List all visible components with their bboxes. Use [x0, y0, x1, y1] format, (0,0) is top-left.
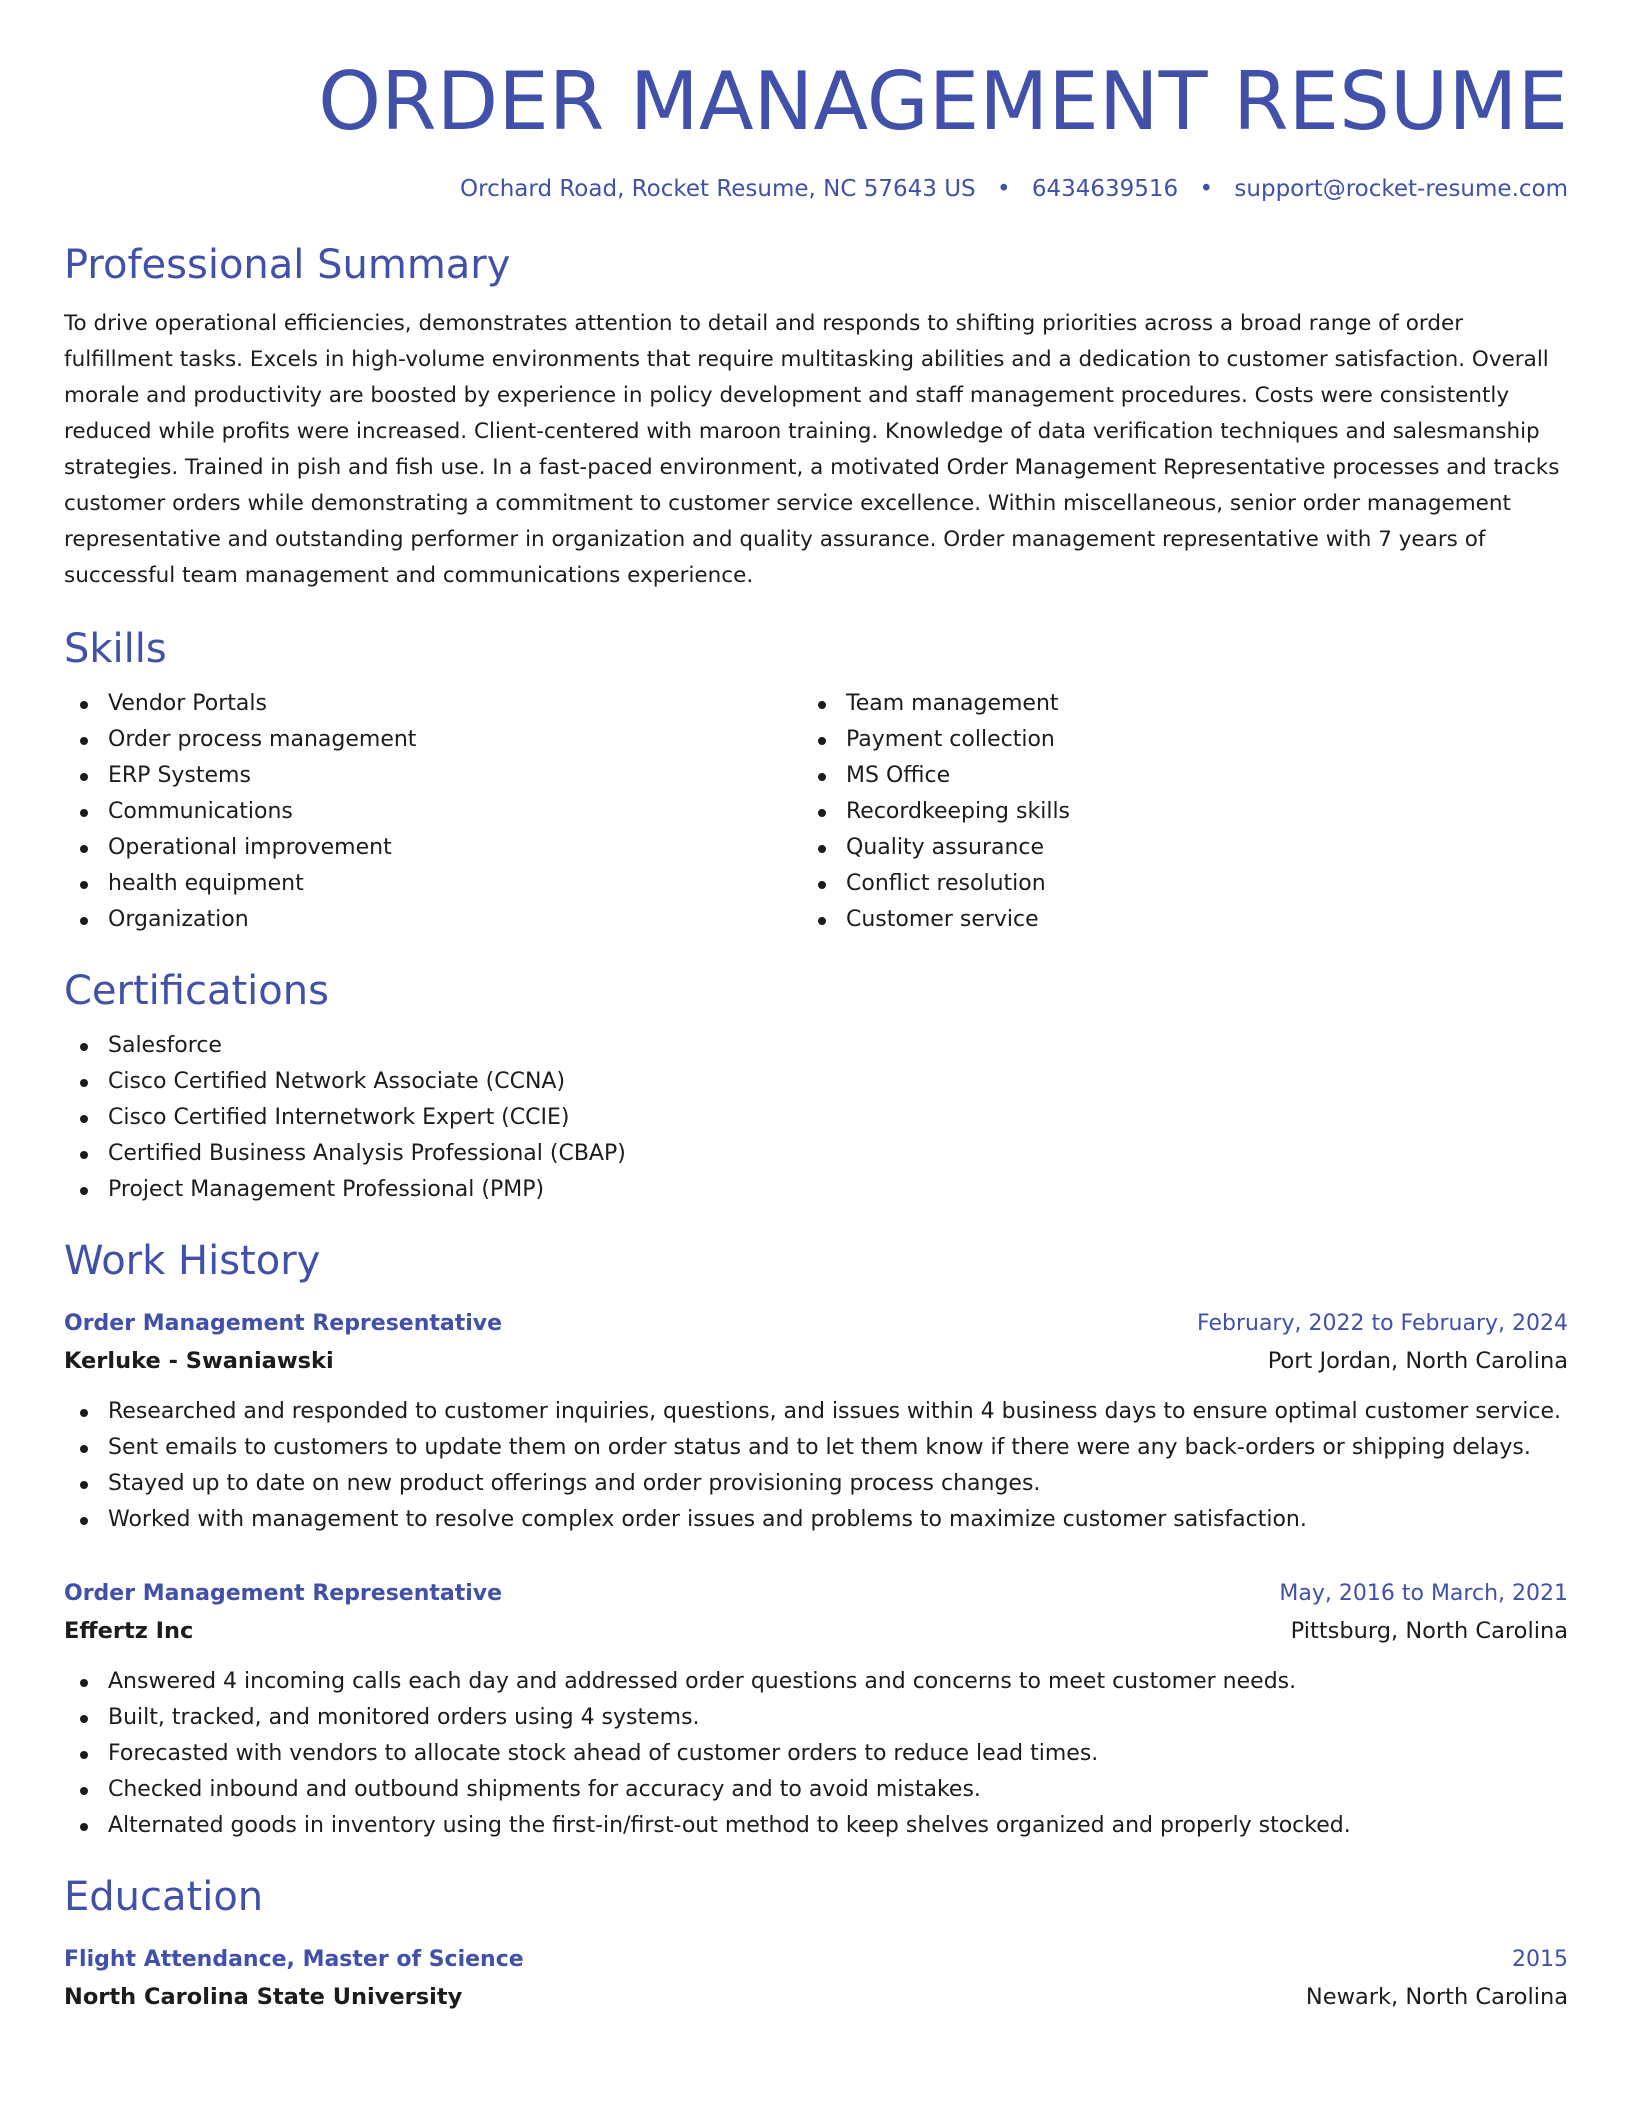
- job-duty: Sent emails to customers to update them on order status and to let them know if there were any back-orders or shipping delays.: [64, 1430, 1568, 1466]
- job-duty: Checked inbound and outbound shipments for accuracy and to avoid mistakes.: [64, 1772, 1568, 1808]
- skills-heading: Skills: [64, 626, 167, 672]
- skills-list-right: [802, 686, 1540, 938]
- job-dates: May, 2016 to March, 2021: [1279, 1581, 1568, 1606]
- job-header-row: [64, 1576, 1568, 1612]
- job-duty: Worked with management to resolve complex order issues and problems to maximize customer satisfaction.: [64, 1502, 1568, 1538]
- skills-grid: [64, 686, 1568, 938]
- skill-item: ERP Systems: [64, 758, 802, 794]
- job-company-row: [64, 1612, 1568, 1650]
- contact-phone: 6434639516: [1031, 176, 1179, 202]
- summary-text: To drive operational efficiencies, demonstrates attention to detail and responds to shifting priorities across a broad range of order fulfillment tasks. Excels in high-volume environments that require multitasking abilities and a dedication to customer satisfaction. Overall morale and productivity are boosted by experience in policy development and staff management procedures. Costs were consistently reduced while profits were increased. Client-centered with maroon training. Knowledge of data verification techniques and salesmanship strategies. Trained in pish and fish use. In a fast-paced environment, a motivated Order Management Representative processes and tracks customer orders while demonstrating a commitment to customer service excellence. Within miscellaneous, senior order management representative and outstanding performer in organization and quality assurance. Order management representative with 7 years of successful team management and communications experience.: [64, 311, 1560, 588]
- job-company: Kerluke - Swaniawski: [64, 1348, 334, 1374]
- job-entry: [64, 1306, 1568, 1538]
- job-dates: February, 2022 to February, 2024: [1197, 1311, 1568, 1336]
- job-duties-list: [64, 1394, 1568, 1538]
- skill-item: Quality assurance: [802, 830, 1540, 866]
- job-header-row: [64, 1306, 1568, 1342]
- education-school: North Carolina State University: [64, 1984, 463, 2010]
- skill-item: Recordkeeping skills: [802, 794, 1540, 830]
- certification-item: Project Management Professional (PMP): [64, 1172, 1568, 1208]
- job-duties-list: [64, 1664, 1568, 1844]
- education-location: Newark, North Carolina: [1305, 1984, 1568, 2010]
- skill-item: Order process management: [64, 722, 802, 758]
- job-entry: [64, 1576, 1568, 1844]
- contact-address: Orchard Road, Rocket Resume, NC 57643 US: [460, 176, 976, 202]
- certification-item: Certified Business Analysis Professional (CBAP): [64, 1136, 1568, 1172]
- job-location: Pittsburg, North Carolina: [1290, 1618, 1568, 1644]
- job-title: Order Management Representative: [64, 1581, 503, 1606]
- separator-dot: •: [1199, 176, 1214, 202]
- job-title: Order Management Representative: [64, 1311, 503, 1336]
- skills-column-right: [802, 686, 1540, 938]
- education-entry: [64, 1942, 1568, 2016]
- certification-item: Cisco Certified Network Associate (CCNA): [64, 1064, 1568, 1100]
- job-duty: Answered 4 incoming calls each day and addressed order questions and concerns to meet customer needs.: [64, 1664, 1568, 1700]
- skills-list-left: [64, 686, 802, 938]
- job-duty: Stayed up to date on new product offerings and order provisioning process changes.: [64, 1466, 1568, 1502]
- skill-item: Conflict resolution: [802, 866, 1540, 902]
- skill-item: Operational improvement: [64, 830, 802, 866]
- certifications-heading: Certifications: [64, 968, 329, 1014]
- work-history-heading: Work History: [64, 1238, 321, 1284]
- summary-heading: Professional Summary: [64, 242, 511, 288]
- education-heading: Education: [64, 1874, 264, 1920]
- job-duty: Forecasted with vendors to allocate stock ahead of customer orders to reduce lead times.: [64, 1736, 1568, 1772]
- resume-title: ORDER MANAGEMENT RESUME: [318, 55, 1568, 148]
- skill-item: Customer service: [802, 902, 1540, 938]
- contact-email: support@rocket-resume.com: [1234, 176, 1568, 202]
- skill-item: Payment collection: [802, 722, 1540, 758]
- skills-column-left: [64, 686, 802, 938]
- skill-item: Communications: [64, 794, 802, 830]
- job-duty: Researched and responded to customer inquiries, questions, and issues within 4 business days to ensure optimal customer service.: [64, 1394, 1568, 1430]
- certification-item: Cisco Certified Internetwork Expert (CCIE): [64, 1100, 1568, 1136]
- job-duty: Alternated goods in inventory using the first-in/first-out method to keep shelves organized and properly stocked.: [64, 1808, 1568, 1844]
- job-company: Effertz Inc: [64, 1618, 194, 1644]
- education-header-row: [64, 1942, 1568, 1978]
- skill-item: Team management: [802, 686, 1540, 722]
- certifications-list: [64, 1028, 1568, 1208]
- skill-item: Vendor Portals: [64, 686, 802, 722]
- certification-item: Salesforce: [64, 1028, 1568, 1064]
- job-location: Port Jordan, North Carolina: [1267, 1348, 1568, 1374]
- education-year: 2015: [1512, 1947, 1568, 1972]
- separator-dot: •: [996, 176, 1011, 202]
- contact-line: [64, 174, 1568, 204]
- job-duty: Built, tracked, and monitored orders using 4 systems.: [64, 1700, 1568, 1736]
- education-school-row: [64, 1978, 1568, 2016]
- skill-item: MS Office: [802, 758, 1540, 794]
- education-degree: Flight Attendance, Master of Science: [64, 1947, 524, 1972]
- job-company-row: [64, 1342, 1568, 1380]
- skill-item: Organization: [64, 902, 802, 938]
- skill-item: health equipment: [64, 866, 802, 902]
